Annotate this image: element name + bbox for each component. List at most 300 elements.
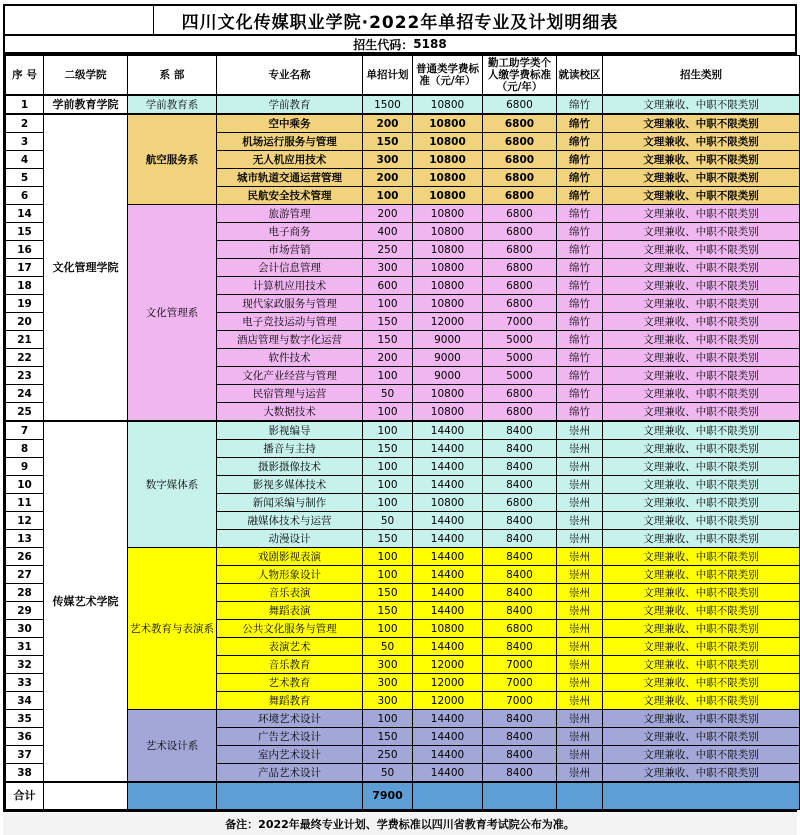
tuition-cell: 14400 xyxy=(413,584,483,602)
serial-cell: 10 xyxy=(6,476,44,494)
tuition-cell: 14400 xyxy=(413,746,483,764)
tuition-cell: 14400 xyxy=(413,548,483,566)
category-cell: 文理兼收、中职不限类别 xyxy=(603,331,800,349)
category-cell: 文理兼收、中职不限类别 xyxy=(603,674,800,692)
tuition-cell: 10800 xyxy=(413,620,483,638)
workstudy-fee-cell: 6800 xyxy=(483,205,557,223)
plan-cell: 50 xyxy=(363,638,413,656)
serial-cell: 25 xyxy=(6,403,44,422)
plan-cell: 100 xyxy=(363,421,413,440)
workstudy-fee-cell: 5000 xyxy=(483,349,557,367)
plan-cell: 50 xyxy=(363,512,413,530)
plan-cell: 50 xyxy=(363,764,413,783)
campus-cell: 绵竹 xyxy=(557,95,603,114)
serial-cell: 7 xyxy=(6,421,44,440)
plan-cell: 150 xyxy=(363,530,413,548)
workstudy-fee-cell: 6800 xyxy=(483,169,557,187)
campus-cell: 绵竹 xyxy=(557,241,603,259)
campus-cell: 崇州 xyxy=(557,710,603,728)
tuition-cell: 10800 xyxy=(413,133,483,151)
campus-cell: 绵竹 xyxy=(557,313,603,331)
column-header: 专业名称 xyxy=(217,56,363,96)
plan-cell: 100 xyxy=(363,367,413,385)
serial-cell: 14 xyxy=(6,205,44,223)
major-cell: 摄影摄像技术 xyxy=(217,458,363,476)
plan-cell: 300 xyxy=(363,151,413,169)
serial-cell: 31 xyxy=(6,638,44,656)
major-cell: 空中乘务 xyxy=(217,114,363,133)
category-cell: 文理兼收、中职不限类别 xyxy=(603,764,800,783)
plan-cell: 200 xyxy=(363,205,413,223)
workstudy-fee-cell: 7000 xyxy=(483,692,557,710)
campus-cell: 绵竹 xyxy=(557,349,603,367)
serial-cell: 17 xyxy=(6,259,44,277)
category-cell: 文理兼收、中职不限类别 xyxy=(603,566,800,584)
workstudy-fee-cell: 6800 xyxy=(483,133,557,151)
header-row xyxy=(6,56,800,96)
category-cell: 文理兼收、中职不限类别 xyxy=(603,95,800,114)
major-cell: 新闻采编与制作 xyxy=(217,494,363,512)
subtitle-band xyxy=(5,36,795,55)
campus-cell: 崇州 xyxy=(557,728,603,746)
tuition-cell: 10800 xyxy=(413,223,483,241)
plan-cell: 250 xyxy=(363,746,413,764)
workstudy-fee-cell: 8400 xyxy=(483,710,557,728)
category-cell: 文理兼收、中职不限类别 xyxy=(603,349,800,367)
tuition-cell: 10800 xyxy=(413,277,483,295)
category-cell: 文理兼收、中职不限类别 xyxy=(603,313,800,331)
major-cell: 人物形象设计 xyxy=(217,566,363,584)
plan-cell: 100 xyxy=(363,620,413,638)
serial-cell: 38 xyxy=(6,764,44,783)
category-cell: 文理兼收、中职不限类别 xyxy=(603,512,800,530)
serial-cell: 5 xyxy=(6,169,44,187)
department-cell: 文化管理系 xyxy=(128,205,217,422)
campus-cell: 绵竹 xyxy=(557,114,603,133)
tuition-cell: 10800 xyxy=(413,205,483,223)
plan-cell: 100 xyxy=(363,295,413,313)
total-tuition-cell xyxy=(413,782,483,810)
table-row xyxy=(6,114,800,133)
column-header: 普通类学费标准（元/年） xyxy=(413,56,483,96)
tuition-cell: 14400 xyxy=(413,638,483,656)
table-frame xyxy=(3,4,797,812)
workstudy-fee-cell: 7000 xyxy=(483,313,557,331)
table-header xyxy=(6,56,800,96)
total-major-cell xyxy=(217,782,363,810)
serial-cell: 11 xyxy=(6,494,44,512)
category-cell: 文理兼收、中职不限类别 xyxy=(603,638,800,656)
tuition-cell: 14400 xyxy=(413,530,483,548)
category-cell: 文理兼收、中职不限类别 xyxy=(603,476,800,494)
workstudy-fee-cell: 6800 xyxy=(483,114,557,133)
major-cell: 城市轨道交通运营管理 xyxy=(217,169,363,187)
category-cell: 文理兼收、中职不限类别 xyxy=(603,205,800,223)
serial-cell: 33 xyxy=(6,674,44,692)
plan-cell: 150 xyxy=(363,728,413,746)
major-cell: 广告艺术设计 xyxy=(217,728,363,746)
plan-cell: 100 xyxy=(363,710,413,728)
plan-cell: 400 xyxy=(363,223,413,241)
campus-cell: 崇州 xyxy=(557,674,603,692)
workstudy-fee-cell: 6800 xyxy=(483,95,557,114)
category-cell: 文理兼收、中职不限类别 xyxy=(603,620,800,638)
campus-cell: 绵竹 xyxy=(557,403,603,422)
tuition-cell: 9000 xyxy=(413,367,483,385)
workstudy-fee-cell: 8400 xyxy=(483,512,557,530)
plan-cell: 100 xyxy=(363,566,413,584)
workstudy-fee-cell: 8400 xyxy=(483,458,557,476)
college-cell: 文化管理学院 xyxy=(44,114,128,421)
plan-cell: 300 xyxy=(363,692,413,710)
workstudy-fee-cell: 5000 xyxy=(483,367,557,385)
category-cell: 文理兼收、中职不限类别 xyxy=(603,656,800,674)
major-cell: 市场营销 xyxy=(217,241,363,259)
tuition-cell: 10800 xyxy=(413,259,483,277)
campus-cell: 崇州 xyxy=(557,458,603,476)
workstudy-fee-cell: 8400 xyxy=(483,440,557,458)
plan-cell: 100 xyxy=(363,476,413,494)
serial-cell: 37 xyxy=(6,746,44,764)
workstudy-fee-cell: 8400 xyxy=(483,566,557,584)
major-cell: 艺术教育 xyxy=(217,674,363,692)
tuition-cell: 10800 xyxy=(413,114,483,133)
campus-cell: 绵竹 xyxy=(557,187,603,205)
category-cell: 文理兼收、中职不限类别 xyxy=(603,746,800,764)
serial-cell: 23 xyxy=(6,367,44,385)
major-cell: 电子竞技运动与管理 xyxy=(217,313,363,331)
category-cell: 文理兼收、中职不限类别 xyxy=(603,187,800,205)
category-cell: 文理兼收、中职不限类别 xyxy=(603,133,800,151)
tuition-cell: 10800 xyxy=(413,494,483,512)
tuition-cell: 10800 xyxy=(413,187,483,205)
serial-cell: 22 xyxy=(6,349,44,367)
campus-cell: 绵竹 xyxy=(557,169,603,187)
workstudy-fee-cell: 7000 xyxy=(483,656,557,674)
serial-cell: 21 xyxy=(6,331,44,349)
total-workstudy-cell xyxy=(483,782,557,810)
footnote-text: 备注：2022年最终专业计划、学费标准以四川省教育考试院公布为准。 xyxy=(225,818,575,831)
title-divider xyxy=(153,6,154,34)
campus-cell: 绵竹 xyxy=(557,205,603,223)
table-body xyxy=(6,95,800,810)
major-cell: 软件技术 xyxy=(217,349,363,367)
workstudy-fee-cell: 6800 xyxy=(483,223,557,241)
category-cell: 文理兼收、中职不限类别 xyxy=(603,440,800,458)
workstudy-fee-cell: 8400 xyxy=(483,548,557,566)
plan-cell: 150 xyxy=(363,584,413,602)
workstudy-fee-cell: 6800 xyxy=(483,494,557,512)
workstudy-fee-cell: 8400 xyxy=(483,638,557,656)
plan-cell: 300 xyxy=(363,674,413,692)
workstudy-fee-cell: 6800 xyxy=(483,385,557,403)
campus-cell: 崇州 xyxy=(557,421,603,440)
tuition-cell: 14400 xyxy=(413,476,483,494)
workstudy-fee-cell: 6800 xyxy=(483,187,557,205)
serial-cell: 30 xyxy=(6,620,44,638)
plan-cell: 250 xyxy=(363,241,413,259)
workstudy-fee-cell: 8400 xyxy=(483,421,557,440)
plan-cell: 150 xyxy=(363,602,413,620)
plan-cell: 600 xyxy=(363,277,413,295)
major-cell: 酒店管理与数字化运营 xyxy=(217,331,363,349)
category-cell: 文理兼收、中职不限类别 xyxy=(603,241,800,259)
serial-cell: 20 xyxy=(6,313,44,331)
major-cell: 电子商务 xyxy=(217,223,363,241)
department-cell: 艺术教育与表演系 xyxy=(128,548,217,710)
tuition-cell: 14400 xyxy=(413,710,483,728)
major-cell: 会计信息管理 xyxy=(217,259,363,277)
campus-cell: 崇州 xyxy=(557,692,603,710)
workstudy-fee-cell: 6800 xyxy=(483,295,557,313)
category-cell: 文理兼收、中职不限类别 xyxy=(603,421,800,440)
department-cell: 艺术设计系 xyxy=(128,710,217,783)
serial-cell: 1 xyxy=(6,95,44,114)
campus-cell: 崇州 xyxy=(557,746,603,764)
workstudy-fee-cell: 8400 xyxy=(483,764,557,783)
tuition-cell: 14400 xyxy=(413,764,483,783)
column-header: 勤工助学类个人缴学费标准（元/年） xyxy=(483,56,557,96)
total-label-cell: 合计 xyxy=(6,782,44,810)
serial-cell: 8 xyxy=(6,440,44,458)
total-campus-cell xyxy=(557,782,603,810)
column-header: 二级学院 xyxy=(44,56,128,96)
major-cell: 影视编导 xyxy=(217,421,363,440)
column-header: 单招计划 xyxy=(363,56,413,96)
serial-cell: 6 xyxy=(6,187,44,205)
serial-cell: 24 xyxy=(6,385,44,403)
total-plan-cell: 7900 xyxy=(363,782,413,810)
category-cell: 文理兼收、中职不限类别 xyxy=(603,602,800,620)
major-cell: 音乐教育 xyxy=(217,656,363,674)
total-dept-cell xyxy=(128,782,217,810)
tuition-cell: 10800 xyxy=(413,151,483,169)
major-cell: 旅游管理 xyxy=(217,205,363,223)
tuition-cell: 12000 xyxy=(413,656,483,674)
campus-cell: 绵竹 xyxy=(557,259,603,277)
serial-cell: 26 xyxy=(6,548,44,566)
page-title: 四川文化传媒职业学院·2022年单招专业及计划明细表 xyxy=(181,12,619,33)
college-cell: 传媒艺术学院 xyxy=(44,421,128,782)
campus-cell: 绵竹 xyxy=(557,151,603,169)
workstudy-fee-cell: 8400 xyxy=(483,746,557,764)
category-cell: 文理兼收、中职不限类别 xyxy=(603,692,800,710)
plan-cell: 200 xyxy=(363,349,413,367)
campus-cell: 崇州 xyxy=(557,584,603,602)
plan-cell: 150 xyxy=(363,313,413,331)
serial-cell: 28 xyxy=(6,584,44,602)
table-row xyxy=(6,421,800,440)
workstudy-fee-cell: 8400 xyxy=(483,530,557,548)
plan-cell: 150 xyxy=(363,331,413,349)
workstudy-fee-cell: 6800 xyxy=(483,151,557,169)
plan-cell: 100 xyxy=(363,494,413,512)
campus-cell: 崇州 xyxy=(557,620,603,638)
major-cell: 表演艺术 xyxy=(217,638,363,656)
tuition-cell: 10800 xyxy=(413,403,483,422)
major-cell: 学前教育 xyxy=(217,95,363,114)
serial-cell: 27 xyxy=(6,566,44,584)
category-cell: 文理兼收、中职不限类别 xyxy=(603,259,800,277)
campus-cell: 崇州 xyxy=(557,602,603,620)
major-cell: 播音与主持 xyxy=(217,440,363,458)
campus-cell: 绵竹 xyxy=(557,367,603,385)
workstudy-fee-cell: 8400 xyxy=(483,728,557,746)
category-cell: 文理兼收、中职不限类别 xyxy=(603,494,800,512)
tuition-cell: 10800 xyxy=(413,241,483,259)
plan-cell: 1500 xyxy=(363,95,413,114)
table-row xyxy=(6,95,800,114)
category-cell: 文理兼收、中职不限类别 xyxy=(603,367,800,385)
serial-cell: 19 xyxy=(6,295,44,313)
tuition-cell: 14400 xyxy=(413,512,483,530)
major-cell: 戏剧影视表演 xyxy=(217,548,363,566)
column-header: 就读校区 xyxy=(557,56,603,96)
campus-cell: 崇州 xyxy=(557,530,603,548)
serial-cell: 15 xyxy=(6,223,44,241)
tuition-cell: 10800 xyxy=(413,95,483,114)
tuition-cell: 10800 xyxy=(413,295,483,313)
major-cell: 室内艺术设计 xyxy=(217,746,363,764)
plan-cell: 100 xyxy=(363,187,413,205)
enrollment-plan-table xyxy=(5,55,800,810)
campus-cell: 崇州 xyxy=(557,566,603,584)
category-cell: 文理兼收、中职不限类别 xyxy=(603,151,800,169)
tuition-cell: 14400 xyxy=(413,440,483,458)
title-band xyxy=(5,6,795,36)
major-cell: 影视多媒体技术 xyxy=(217,476,363,494)
major-cell: 文化产业经营与管理 xyxy=(217,367,363,385)
serial-cell: 29 xyxy=(6,602,44,620)
workstudy-fee-cell: 6800 xyxy=(483,241,557,259)
category-cell: 文理兼收、中职不限类别 xyxy=(603,710,800,728)
serial-cell: 18 xyxy=(6,277,44,295)
workstudy-fee-cell: 5000 xyxy=(483,331,557,349)
category-cell: 文理兼收、中职不限类别 xyxy=(603,530,800,548)
category-cell: 文理兼收、中职不限类别 xyxy=(603,728,800,746)
serial-cell: 9 xyxy=(6,458,44,476)
workstudy-fee-cell: 7000 xyxy=(483,674,557,692)
tuition-cell: 10800 xyxy=(413,169,483,187)
plan-cell: 300 xyxy=(363,656,413,674)
department-cell: 航空服务系 xyxy=(128,114,217,205)
category-cell: 文理兼收、中职不限类别 xyxy=(603,403,800,422)
major-cell: 计算机应用技术 xyxy=(217,277,363,295)
serial-cell: 12 xyxy=(6,512,44,530)
total-row xyxy=(6,782,800,810)
category-cell: 文理兼收、中职不限类别 xyxy=(603,458,800,476)
workstudy-fee-cell: 6800 xyxy=(483,620,557,638)
major-cell: 机场运行服务与管理 xyxy=(217,133,363,151)
serial-cell: 36 xyxy=(6,728,44,746)
total-category-cell xyxy=(603,782,800,810)
serial-cell: 3 xyxy=(6,133,44,151)
plan-cell: 100 xyxy=(363,458,413,476)
campus-cell: 崇州 xyxy=(557,548,603,566)
serial-cell: 2 xyxy=(6,114,44,133)
major-cell: 音乐表演 xyxy=(217,584,363,602)
plan-cell: 300 xyxy=(363,259,413,277)
campus-cell: 崇州 xyxy=(557,638,603,656)
workstudy-fee-cell: 6800 xyxy=(483,403,557,422)
department-cell: 学前教育系 xyxy=(128,95,217,114)
campus-cell: 崇州 xyxy=(557,656,603,674)
category-cell: 文理兼收、中职不限类别 xyxy=(603,584,800,602)
plan-cell: 200 xyxy=(363,114,413,133)
department-cell: 数字媒体系 xyxy=(128,421,217,548)
serial-cell: 35 xyxy=(6,710,44,728)
major-cell: 环境艺术设计 xyxy=(217,710,363,728)
category-cell: 文理兼收、中职不限类别 xyxy=(603,548,800,566)
major-cell: 融媒体技术与运营 xyxy=(217,512,363,530)
plan-cell: 150 xyxy=(363,440,413,458)
category-cell: 文理兼收、中职不限类别 xyxy=(603,223,800,241)
serial-cell: 13 xyxy=(6,530,44,548)
major-cell: 动漫设计 xyxy=(217,530,363,548)
campus-cell: 绵竹 xyxy=(557,331,603,349)
college-cell: 学前教育学院 xyxy=(44,95,128,114)
plan-cell: 100 xyxy=(363,548,413,566)
tuition-cell: 14400 xyxy=(413,602,483,620)
enrollment-code-label: 招生代码： xyxy=(353,37,414,52)
workstudy-fee-cell: 6800 xyxy=(483,259,557,277)
tuition-cell: 12000 xyxy=(413,674,483,692)
major-cell: 无人机应用技术 xyxy=(217,151,363,169)
major-cell: 舞蹈表演 xyxy=(217,602,363,620)
tuition-cell: 14400 xyxy=(413,566,483,584)
major-cell: 公共文化服务与管理 xyxy=(217,620,363,638)
tuition-cell: 9000 xyxy=(413,349,483,367)
campus-cell: 绵竹 xyxy=(557,295,603,313)
tuition-cell: 14400 xyxy=(413,458,483,476)
major-cell: 舞蹈教育 xyxy=(217,692,363,710)
column-header: 系 部 xyxy=(128,56,217,96)
tuition-cell: 14400 xyxy=(413,421,483,440)
major-cell: 民航安全技术管理 xyxy=(217,187,363,205)
campus-cell: 崇州 xyxy=(557,440,603,458)
plan-cell: 100 xyxy=(363,403,413,422)
serial-cell: 16 xyxy=(6,241,44,259)
category-cell: 文理兼收、中职不限类别 xyxy=(603,277,800,295)
tuition-cell: 9000 xyxy=(413,331,483,349)
workstudy-fee-cell: 8400 xyxy=(483,602,557,620)
major-cell: 产品艺术设计 xyxy=(217,764,363,783)
major-cell: 民宿管理与运营 xyxy=(217,385,363,403)
tuition-cell: 12000 xyxy=(413,313,483,331)
campus-cell: 绵竹 xyxy=(557,223,603,241)
column-header: 招生类别 xyxy=(603,56,800,96)
plan-cell: 50 xyxy=(363,385,413,403)
category-cell: 文理兼收、中职不限类别 xyxy=(603,295,800,313)
workstudy-fee-cell: 8400 xyxy=(483,476,557,494)
workstudy-fee-cell: 8400 xyxy=(483,584,557,602)
campus-cell: 崇州 xyxy=(557,512,603,530)
serial-cell: 34 xyxy=(6,692,44,710)
total-college-cell xyxy=(44,782,128,810)
tuition-cell: 10800 xyxy=(413,385,483,403)
category-cell: 文理兼收、中职不限类别 xyxy=(603,169,800,187)
enrollment-code-value: 5188 xyxy=(413,37,447,51)
campus-cell: 绵竹 xyxy=(557,277,603,295)
category-cell: 文理兼收、中职不限类别 xyxy=(603,385,800,403)
campus-cell: 崇州 xyxy=(557,476,603,494)
tuition-cell: 12000 xyxy=(413,692,483,710)
campus-cell: 崇州 xyxy=(557,764,603,783)
tuition-cell: 14400 xyxy=(413,728,483,746)
category-cell: 文理兼收、中职不限类别 xyxy=(603,114,800,133)
serial-cell: 4 xyxy=(6,151,44,169)
plan-cell: 150 xyxy=(363,133,413,151)
